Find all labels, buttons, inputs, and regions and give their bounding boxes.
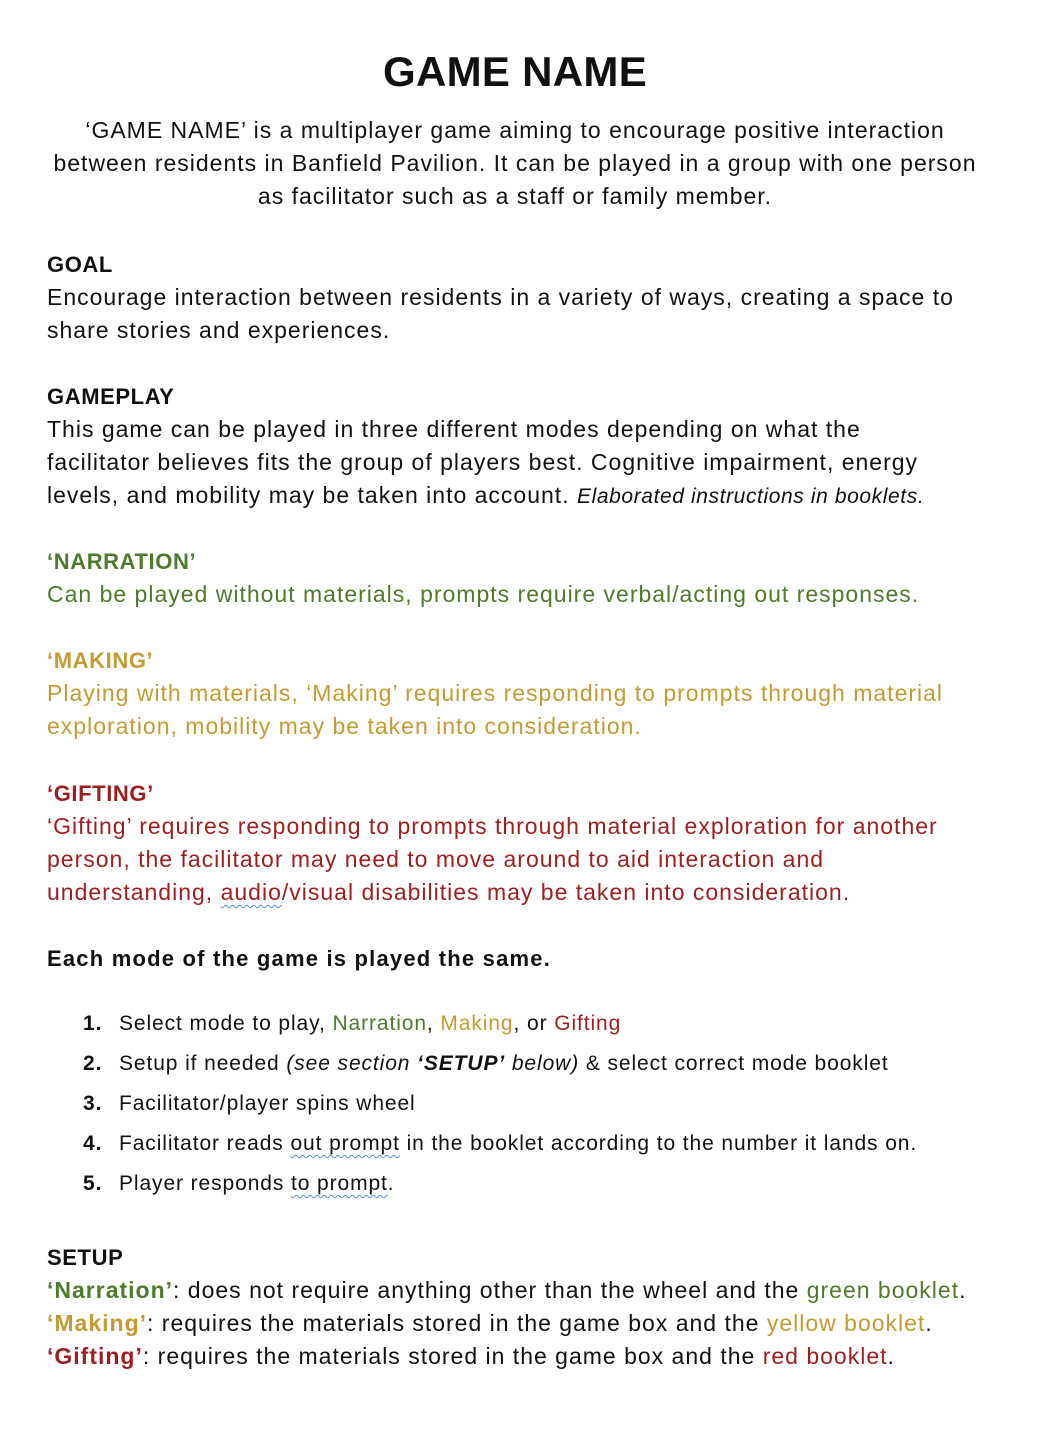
gifting-line [47,876,938,909]
step-note-open: (see section [286,1052,418,1075]
list-item [0,1124,1046,1164]
step-text-segment: Player responds [119,1172,291,1195]
setup-section [47,1241,967,1373]
step-text-segment: Facilitator/player spins wheel [119,1092,416,1115]
step-text-segment: Setup if needed [119,1052,287,1075]
making-heading: ‘MAKING’ [47,648,154,673]
setup-mode-label: ‘Gifting’ [47,1343,143,1369]
intro-line: ‘GAME NAME’ is a multiplayer game aiming to encourage positive interaction [85,117,945,143]
step-text-segment: & select correct mode booklet [579,1052,889,1075]
gifting-line: ‘Gifting’ requires responding to prompts through material exploration for another [47,813,938,839]
setup-line-text: : does not require anything other than the wheel and the [173,1277,807,1303]
setup-line-making [47,1307,967,1340]
gifting-section [47,777,938,909]
list-item [0,1044,1046,1084]
goal-section [47,248,954,347]
step-number: 5. [83,1172,103,1195]
gameplay-line: This game can be played in three different modes depending on what the [47,416,861,442]
steps-list [0,1004,1046,1204]
step-text [119,1164,395,1204]
step-text [119,1084,416,1124]
setup-mode-label: ‘Making’ [47,1310,148,1336]
gameplay-section [47,380,924,512]
step-number: 3. [83,1092,103,1115]
setup-line-end: . [959,1277,967,1303]
goal-line: share stories and experiences. [47,317,391,343]
step-text-segment: Facilitator reads [119,1132,291,1155]
step-text [119,1124,917,1164]
gifting-heading: ‘GIFTING’ [47,781,154,806]
goal-line: Encourage interaction between residents in a variety of ways, creating a space to [47,284,954,310]
setup-section-reference: ‘SETUP’ [417,1052,506,1075]
step-text-segment: Select mode to play, [119,1012,333,1035]
page-title: GAME NAME [382,48,648,95]
mode-narration-label: Narration [332,1012,427,1035]
making-line: exploration, mobility may be taken into consideration. [47,713,642,739]
making-line: Playing with materials, ‘Making’ requires responding to prompts through material [47,680,944,706]
setup-line-narration [47,1274,967,1307]
step-text-segment: in the booklet according to the number it lands on. [399,1132,918,1155]
mode-making-label: Making [440,1012,514,1035]
setup-booklet-name: green booklet [806,1277,960,1303]
narration-heading: ‘NARRATION’ [47,549,197,574]
narration-section [47,545,919,611]
setup-heading: SETUP [47,1245,124,1270]
setup-booklet-name: yellow booklet [766,1310,926,1336]
setup-line-text: : requires the materials stored in the game box and the [147,1310,767,1336]
setup-line-gifting [47,1340,967,1373]
rules-intro-section [47,942,551,975]
gifting-line: person, the facilitator may need to move around to aid interaction and [47,846,825,872]
list-item [0,1164,1046,1204]
goal-heading: GOAL [47,252,113,277]
setup-booklet-name: red booklet [762,1343,888,1369]
gameplay-line [47,479,924,512]
step-text-segment: , [426,1012,441,1035]
spellcheck-flagged-phrase: to prompt [290,1172,388,1195]
step-note-close: below) [505,1052,580,1075]
list-item [0,1084,1046,1124]
gifting-line-text: /visual disabilities may be taken into consideration. [281,879,851,905]
setup-line-end: . [887,1343,895,1369]
gameplay-line-text: levels, and mobility may be taken into account. [47,482,577,508]
spellcheck-flagged-word: audio [220,879,282,905]
intro-line: as facilitator such as a staff or family member. [257,183,773,209]
step-text [119,1004,621,1044]
setup-line-text: : requires the materials stored in the game box and the [142,1343,763,1369]
spellcheck-flagged-phrase: out prompt [290,1132,400,1155]
booklet-instructions-note: Elaborated instructions in booklets. [576,485,925,508]
gifting-line-text: understanding, [47,879,221,905]
list-item [0,1004,1046,1044]
step-number: 2. [83,1052,103,1075]
step-text-segment: . [387,1172,395,1195]
mode-gifting-label: Gifting [554,1012,622,1035]
rules-intro-heading: Each mode of the game is played the same. [47,946,552,971]
gameplay-heading: GAMEPLAY [47,384,175,409]
setup-line-end: . [925,1310,933,1336]
step-number: 1. [83,1012,103,1035]
gameplay-line: facilitator believes fits the group of players best. Cognitive impairment, energy [47,449,919,475]
narration-line: Can be played without materials, prompts require verbal/acting out responses. [47,581,920,607]
step-text-segment: , or [513,1012,555,1035]
setup-mode-label: ‘Narration’ [47,1277,174,1303]
intro-paragraph [0,114,1030,213]
step-text [119,1044,889,1084]
making-section [47,644,943,743]
intro-line: between residents in Banfield Pavilion. It can be played in a group with one person [53,150,977,176]
step-number: 4. [83,1132,103,1155]
